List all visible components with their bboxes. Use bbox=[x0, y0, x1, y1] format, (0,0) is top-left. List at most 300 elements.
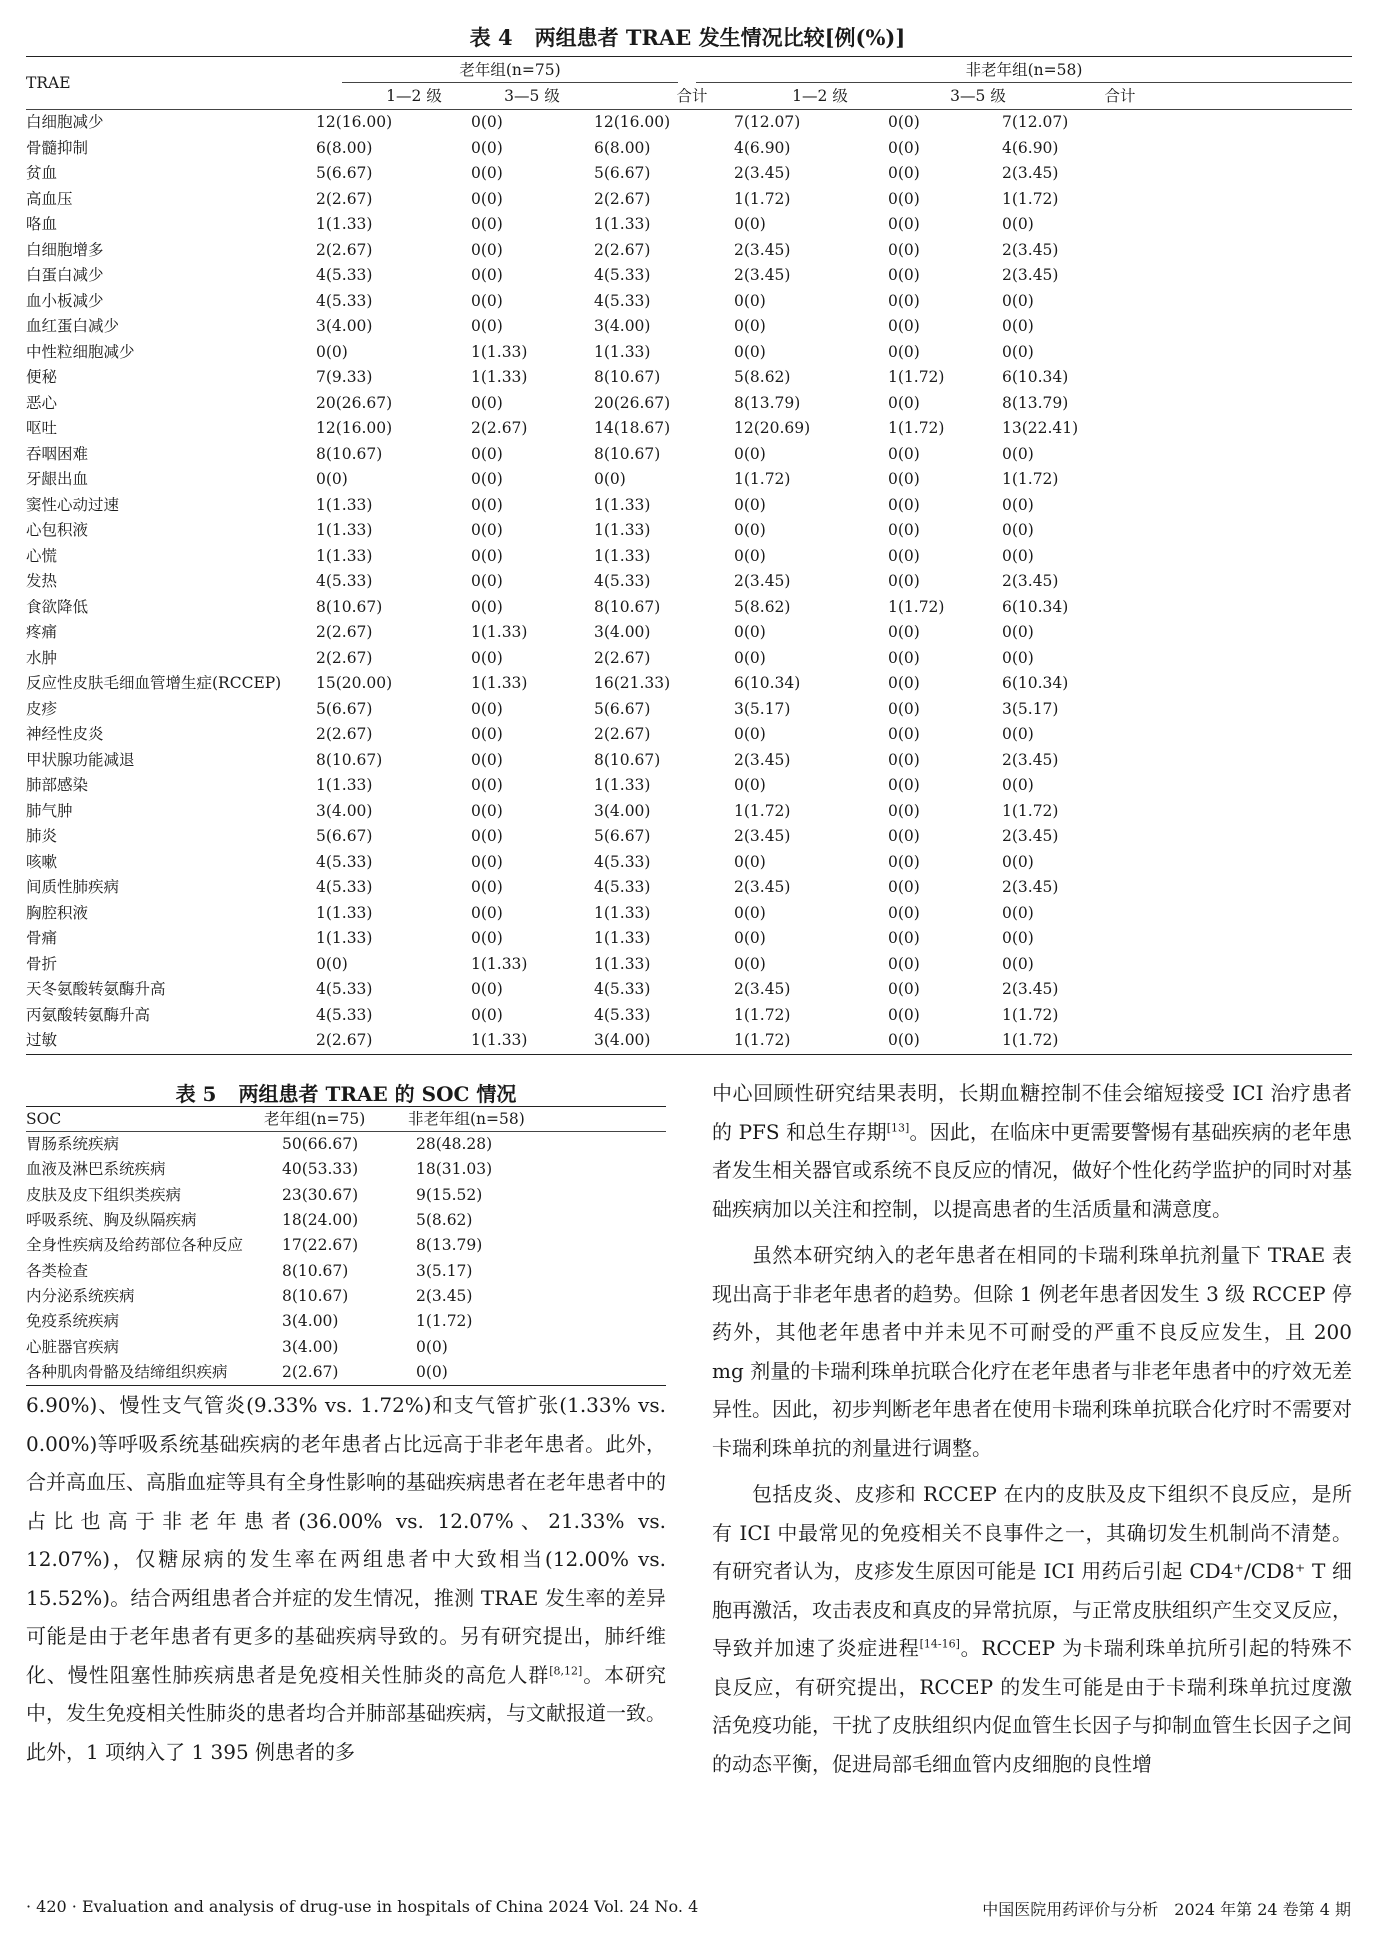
table-cell: 0(0) bbox=[888, 1005, 920, 1024]
table-row bbox=[26, 110, 1352, 136]
table-row bbox=[26, 1309, 666, 1334]
table-cell: 0(0) bbox=[471, 572, 503, 590]
table-cell: 0(0) bbox=[734, 521, 766, 539]
table-cell: 0(0) bbox=[1002, 215, 1034, 233]
table-cell: 3(5.17) bbox=[416, 1261, 473, 1280]
table-cell: 2(3.45) bbox=[1002, 240, 1059, 259]
table-cell: 2(2.67) bbox=[594, 648, 651, 667]
row-label: 食欲降低 bbox=[26, 597, 89, 616]
table-cell: 2(3.45) bbox=[734, 240, 791, 259]
table-cell: 12(20.69) bbox=[734, 419, 811, 437]
table-row bbox=[26, 391, 1352, 417]
table-cell: 13(22.41) bbox=[1002, 419, 1079, 437]
table-cell: 1(1.33) bbox=[471, 623, 528, 641]
table-cell: 1(1.72) bbox=[1002, 1005, 1059, 1024]
footer-left: · 420 · Evaluation and analysis of drug-use in hospitals of China 2024 Vol. 24 No. 4 bbox=[26, 1897, 699, 1916]
row-label: 内分泌系统疾病 bbox=[26, 1286, 135, 1305]
table-cell: 0(0) bbox=[1002, 852, 1034, 871]
row-label: 甲状腺功能减退 bbox=[26, 750, 135, 769]
table-cell: 3(4.00) bbox=[594, 623, 651, 641]
row-label: 咯血 bbox=[26, 215, 58, 233]
table-cell: 0(0) bbox=[1002, 954, 1034, 973]
table-row bbox=[26, 314, 1352, 340]
table-cell: 16(21.33) bbox=[594, 674, 671, 692]
table4-subheaders bbox=[26, 83, 1352, 109]
table-cell: 1(1.33) bbox=[594, 546, 651, 565]
table-cell: 3(5.17) bbox=[1002, 699, 1059, 718]
table-cell: 1(1.72) bbox=[1002, 470, 1059, 488]
table-row bbox=[26, 340, 1352, 366]
table-row bbox=[26, 620, 1352, 646]
table-cell: 0(0) bbox=[888, 852, 920, 871]
table-cell: 2(3.45) bbox=[734, 878, 791, 896]
table-cell: 1(1.33) bbox=[316, 929, 373, 947]
row-label: 过敏 bbox=[26, 1031, 58, 1049]
table-cell: 0(0) bbox=[1002, 317, 1034, 335]
table-cell: 1(1.33) bbox=[471, 1031, 528, 1049]
citation: [8,12] bbox=[549, 1663, 583, 1677]
table-row bbox=[26, 238, 1352, 264]
table-cell: 0(0) bbox=[471, 291, 503, 310]
row-label: 吞咽困难 bbox=[26, 444, 89, 463]
table-cell: 1(1.33) bbox=[594, 903, 651, 922]
table-cell: 0(0) bbox=[1002, 929, 1034, 947]
citation: [14-16] bbox=[919, 1637, 960, 1651]
table-cell: 0(0) bbox=[888, 725, 920, 743]
table-cell: 3(4.00) bbox=[594, 317, 651, 335]
table-cell: 0(0) bbox=[888, 495, 920, 514]
table-cell: 0(0) bbox=[471, 393, 503, 412]
table-cell: 0(0) bbox=[416, 1337, 448, 1356]
table-cell: 0(0) bbox=[1002, 444, 1034, 463]
row-label: 血小板减少 bbox=[26, 291, 104, 310]
table-cell: 0(0) bbox=[471, 648, 503, 667]
table-cell: 0(0) bbox=[1002, 521, 1034, 539]
table-cell: 8(10.67) bbox=[594, 368, 661, 386]
left-paragraph bbox=[26, 1386, 666, 1771]
row-label: 恶心 bbox=[26, 393, 58, 412]
table-cell: 6(8.00) bbox=[316, 138, 373, 157]
row-label: 各种肌肉骨骼及结缔组织疾病 bbox=[26, 1362, 228, 1381]
table-cell: 1(1.33) bbox=[316, 215, 373, 233]
table-cell: 2(3.45) bbox=[1002, 750, 1059, 769]
table-cell: 8(13.79) bbox=[734, 393, 801, 412]
table-cell: 0(0) bbox=[888, 954, 920, 973]
left-text-part1: 6.90%)、慢性支气管炎(9.33% vs. 1.72%)和支气管扩张(1.33% vs. 0.00%)等呼吸系统基础疾病的老年患者占比远高于非老年患者。此外，合并高血压、高脂血症等具有全身性影响的基础疾病患者在老年患者中的占比也高于非老年患者(36.00% vs. 12.07%、21.33% vs. 12.07%)，仅糖尿病的发生率在两组患者中大致相当(12.00% vs. 15.52%)。结合两组患者合并症的发生情况，推测 TRAE 发生率的差异可能是由于老年患者有更多的基础疾病导致的。另有研究提出，肺纤维化、慢性阻塞性肺疾病患者是免疫相关性肺炎的高危人群 bbox=[26, 1393, 666, 1687]
table-cell: 0(0) bbox=[734, 852, 766, 871]
row-label: 胃肠系统疾病 bbox=[26, 1135, 120, 1154]
table-cell: 3(4.00) bbox=[282, 1337, 339, 1356]
table-cell: 0(0) bbox=[888, 750, 920, 769]
table-row bbox=[26, 416, 1352, 442]
right-text-p1-part2: 。因此，在临床中更需要警惕有基础疾病的老年患者发生相关器官或系统不良反应的情况，做好个性化药学监护的同时对基础疾病加以关注和控制，以提高患者的生活质量和满意度。 bbox=[712, 1119, 1353, 1221]
table-cell: 14(18.67) bbox=[594, 419, 671, 437]
table-row bbox=[26, 544, 1352, 570]
table-cell: 2(2.67) bbox=[471, 419, 528, 437]
table4-bottom-rule bbox=[26, 1054, 1352, 1055]
table-cell: 3(4.00) bbox=[594, 801, 651, 820]
table5-number: 表 5 bbox=[175, 1082, 217, 1106]
table-cell: 0(0) bbox=[888, 113, 920, 131]
table-row bbox=[26, 824, 1352, 850]
table-cell: 7(12.07) bbox=[1002, 113, 1069, 131]
table-cell: 0(0) bbox=[471, 699, 503, 718]
table-cell: 0(0) bbox=[734, 903, 766, 922]
table-cell: 0(0) bbox=[888, 215, 920, 233]
table-cell: 1(1.33) bbox=[594, 954, 651, 973]
table-cell: 0(0) bbox=[734, 546, 766, 565]
table-cell: 0(0) bbox=[888, 674, 920, 692]
table-cell: 20(26.67) bbox=[594, 393, 671, 412]
row-label: 心慌 bbox=[26, 546, 58, 565]
table-cell: 0(0) bbox=[471, 980, 503, 998]
table-cell: 5(8.62) bbox=[416, 1211, 473, 1230]
table-cell: 2(3.45) bbox=[734, 750, 791, 769]
table-cell: 0(0) bbox=[1002, 648, 1034, 667]
row-label: 心包积液 bbox=[26, 521, 89, 539]
row-label: 神经性皮炎 bbox=[26, 725, 104, 743]
table-cell: 2(3.45) bbox=[1002, 266, 1059, 284]
table4-subheader: 1—2 级 bbox=[792, 87, 848, 105]
table-cell: 5(8.62) bbox=[734, 597, 791, 616]
table-cell: 0(0) bbox=[888, 903, 920, 922]
row-label: 呕吐 bbox=[26, 419, 58, 437]
table-row bbox=[26, 595, 1352, 621]
row-label: 发热 bbox=[26, 572, 58, 590]
table-cell: 4(6.90) bbox=[1002, 138, 1059, 157]
table-cell: 0(0) bbox=[734, 776, 766, 794]
table-cell: 8(10.67) bbox=[316, 444, 383, 463]
table-cell: 1(1.33) bbox=[316, 521, 373, 539]
row-label: 肺炎 bbox=[26, 827, 58, 845]
table-row bbox=[26, 875, 1352, 901]
table-cell: 2(3.45) bbox=[1002, 572, 1059, 590]
table-cell: 5(8.62) bbox=[734, 368, 791, 386]
table-cell: 40(53.33) bbox=[282, 1160, 359, 1179]
table-cell: 0(0) bbox=[471, 827, 503, 845]
table-row bbox=[26, 1028, 1352, 1054]
table5-header-cell: SOC bbox=[26, 1109, 62, 1128]
table-cell: 2(2.67) bbox=[282, 1362, 339, 1381]
table-cell: 0(0) bbox=[471, 521, 503, 539]
table-row bbox=[26, 569, 1352, 595]
table-cell: 1(1.72) bbox=[888, 419, 945, 437]
table-cell: 0(0) bbox=[888, 189, 920, 208]
table-cell: 0(0) bbox=[471, 750, 503, 769]
row-label: 皮肤及皮下组织类疾病 bbox=[26, 1185, 182, 1204]
table-cell: 0(0) bbox=[734, 929, 766, 947]
table-cell: 1(1.72) bbox=[734, 801, 791, 820]
table-cell: 1(1.33) bbox=[594, 929, 651, 947]
table-cell: 8(10.67) bbox=[594, 597, 661, 616]
row-label: 疼痛 bbox=[26, 623, 58, 641]
table-row bbox=[26, 1284, 666, 1309]
table-cell: 4(5.33) bbox=[594, 572, 651, 590]
table-cell: 3(5.17) bbox=[734, 699, 791, 718]
table-row bbox=[26, 748, 1352, 774]
table-cell: 6(10.34) bbox=[734, 674, 801, 692]
table5-header-cell: 非老年组(n=58) bbox=[408, 1109, 525, 1128]
row-label: 中性粒细胞减少 bbox=[26, 342, 135, 361]
table-cell: 23(30.67) bbox=[282, 1185, 359, 1204]
table-cell: 2(3.45) bbox=[734, 980, 791, 998]
table-cell: 4(5.33) bbox=[316, 1005, 373, 1024]
table-cell: 0(0) bbox=[888, 393, 920, 412]
table-cell: 0(0) bbox=[888, 240, 920, 259]
table-cell: 4(5.33) bbox=[594, 266, 651, 284]
table-row bbox=[26, 646, 1352, 672]
table-cell: 15(20.00) bbox=[316, 674, 393, 692]
right-column-text bbox=[712, 1074, 1352, 1783]
table-cell: 0(0) bbox=[471, 113, 503, 131]
table-cell: 6(10.34) bbox=[1002, 674, 1069, 692]
table-cell: 0(0) bbox=[1002, 725, 1034, 743]
table-cell: 1(1.33) bbox=[471, 954, 528, 973]
table-cell: 0(0) bbox=[1002, 903, 1034, 922]
right-text-p3-part2: 。RCCEP 为卡瑞利珠单抗所引起的特殊不良反应，有研究提出，RCCEP 的发生可能是由于卡瑞利珠单抗过度激活免疫功能，干扰了皮肤组织内促血管生长因子与抑制血管生长因子之间的动态平衡，促进局部毛细血管内皮细胞的良性增 bbox=[712, 1636, 1353, 1776]
table-cell: 0(0) bbox=[734, 495, 766, 514]
table-cell: 2(2.67) bbox=[316, 240, 373, 259]
table-cell: 1(1.72) bbox=[888, 368, 945, 386]
table-cell: 2(2.67) bbox=[316, 648, 373, 667]
table-cell: 0(0) bbox=[888, 699, 920, 718]
table-cell: 0(0) bbox=[888, 342, 920, 361]
table-cell: 4(5.33) bbox=[316, 266, 373, 284]
table-cell: 2(3.45) bbox=[734, 827, 791, 845]
right-paragraph-3 bbox=[712, 1475, 1352, 1783]
table-row bbox=[26, 671, 1352, 697]
table-cell: 8(13.79) bbox=[416, 1236, 483, 1255]
table5-header-cell: 老年组(n=75) bbox=[264, 1109, 366, 1128]
row-label: 天冬氨酸转氨酶升高 bbox=[26, 980, 166, 998]
table-cell: 0(0) bbox=[471, 878, 503, 896]
table-cell: 4(5.33) bbox=[316, 980, 373, 998]
row-label: 胸腔积液 bbox=[26, 903, 89, 922]
right-text-p1-part1: 中心回顾性研究结果表明，长期血糖控制不佳会缩短接受 ICI 治疗患者的 PFS 和总生存期 bbox=[712, 1081, 1352, 1144]
table-cell: 0(0) bbox=[888, 827, 920, 845]
table-row bbox=[26, 773, 1352, 799]
table-cell: 1(1.72) bbox=[1002, 1031, 1059, 1049]
table-row bbox=[26, 1233, 666, 1258]
table-cell: 1(1.33) bbox=[594, 521, 651, 539]
table-row bbox=[26, 1208, 666, 1233]
table-cell: 3(4.00) bbox=[316, 801, 373, 820]
left-column-text bbox=[26, 1386, 666, 1771]
table-cell: 0(0) bbox=[888, 1031, 920, 1049]
table-row bbox=[26, 212, 1352, 238]
table-cell: 2(3.45) bbox=[1002, 980, 1059, 998]
table-cell: 5(6.67) bbox=[594, 699, 651, 718]
table-cell: 8(10.67) bbox=[316, 597, 383, 616]
table-cell: 0(0) bbox=[471, 597, 503, 616]
table-row bbox=[26, 850, 1352, 876]
table-cell: 0(0) bbox=[471, 138, 503, 157]
row-label: 窦性心动过速 bbox=[26, 495, 120, 514]
table-cell: 8(10.67) bbox=[282, 1261, 349, 1280]
table-cell: 4(5.33) bbox=[316, 852, 373, 871]
table-cell: 0(0) bbox=[888, 291, 920, 310]
table-cell: 0(0) bbox=[888, 164, 920, 182]
table-cell: 1(1.72) bbox=[734, 1005, 791, 1024]
table-row bbox=[26, 697, 1352, 723]
right-paragraph-1 bbox=[712, 1074, 1352, 1228]
table-row bbox=[26, 1360, 666, 1385]
table-cell: 0(0) bbox=[316, 954, 348, 973]
table4-subheader: 合计 bbox=[676, 87, 708, 105]
table-cell: 0(0) bbox=[888, 878, 920, 896]
table-cell: 2(3.45) bbox=[734, 164, 791, 182]
table-cell: 1(1.72) bbox=[888, 597, 945, 616]
table-row bbox=[26, 722, 1352, 748]
table-cell: 2(2.67) bbox=[316, 725, 373, 743]
table-cell: 0(0) bbox=[471, 1005, 503, 1024]
table4 bbox=[26, 56, 1352, 1055]
table-row bbox=[26, 289, 1352, 315]
table-cell: 0(0) bbox=[888, 138, 920, 157]
table-cell: 0(0) bbox=[471, 546, 503, 565]
table-cell: 1(1.33) bbox=[471, 368, 528, 386]
table-row bbox=[26, 518, 1352, 544]
row-label: 呼吸系统、胸及纵隔疾病 bbox=[26, 1211, 197, 1230]
table-row bbox=[26, 1258, 666, 1283]
row-label: 白蛋白减少 bbox=[26, 266, 104, 284]
table-cell: 5(6.67) bbox=[594, 827, 651, 845]
table-cell: 0(0) bbox=[471, 444, 503, 463]
table-cell: 0(0) bbox=[1002, 342, 1034, 361]
table-cell: 0(0) bbox=[1002, 623, 1034, 641]
row-label: 反应性皮肤毛细血管增生症(RCCEP) bbox=[26, 674, 282, 692]
table-row bbox=[26, 977, 1352, 1003]
right-paragraph-2: 虽然本研究纳入的老年患者在相同的卡瑞利珠单抗剂量下 TRAE 表现出高于非老年患者的趋势。但除 1 例老年患者因发生 3 级 RCCEP 停药外，其他老年患者中并未见不可耐受的严重不良反应发生，且 200 mg 剂量的卡瑞利珠单抗联合化疗在老年患者与非老年患者中的疗效无差异性。因此，初步判断老年患者在使用卡瑞利珠单抗联合化疗时不需要对卡瑞利珠单抗的剂量进行调整。 bbox=[712, 1243, 1352, 1460]
table-cell: 0(0) bbox=[734, 291, 766, 310]
table-cell: 0(0) bbox=[888, 572, 920, 590]
table-cell: 0(0) bbox=[734, 954, 766, 973]
table-cell: 8(10.67) bbox=[282, 1286, 349, 1305]
table-cell: 1(1.33) bbox=[471, 342, 528, 361]
table4-group-old: 老年组(n=75) bbox=[459, 61, 561, 79]
table4-subheader: 1—2 级 bbox=[386, 87, 442, 105]
table-cell: 12(16.00) bbox=[316, 419, 393, 437]
table-cell: 2(2.67) bbox=[594, 189, 651, 208]
table-cell: 0(0) bbox=[734, 648, 766, 667]
table-cell: 2(2.67) bbox=[316, 189, 373, 208]
table-cell: 1(1.72) bbox=[734, 1031, 791, 1049]
table-cell: 4(5.33) bbox=[316, 291, 373, 310]
table-cell: 0(0) bbox=[471, 903, 503, 922]
table-cell: 0(0) bbox=[1002, 495, 1034, 514]
row-label: 血红蛋白减少 bbox=[26, 317, 120, 335]
table-cell: 8(10.67) bbox=[594, 444, 661, 463]
table-cell: 2(3.45) bbox=[734, 572, 791, 590]
table-cell: 6(8.00) bbox=[594, 138, 651, 157]
table-cell: 2(3.45) bbox=[1002, 878, 1059, 896]
row-label: 骨折 bbox=[26, 954, 58, 973]
table-cell: 18(31.03) bbox=[416, 1160, 493, 1179]
table-row bbox=[26, 493, 1352, 519]
row-label: 贫血 bbox=[26, 164, 58, 182]
table-row bbox=[26, 1334, 666, 1359]
table-cell: 4(5.33) bbox=[594, 878, 651, 896]
table-cell: 0(0) bbox=[888, 266, 920, 284]
table-cell: 5(6.67) bbox=[594, 164, 651, 182]
row-label: 肺部感染 bbox=[26, 776, 89, 794]
table-row bbox=[26, 365, 1352, 391]
table-cell: 0(0) bbox=[888, 776, 920, 794]
table-cell: 1(1.33) bbox=[316, 495, 373, 514]
table-row bbox=[26, 1183, 666, 1208]
table4-subheader: 3—5 级 bbox=[950, 87, 1006, 105]
table-row bbox=[26, 952, 1352, 978]
table-cell: 4(5.33) bbox=[594, 980, 651, 998]
table-cell: 0(0) bbox=[1002, 546, 1034, 565]
table-cell: 3(4.00) bbox=[282, 1312, 339, 1331]
row-label: 心脏器官疾病 bbox=[26, 1337, 120, 1356]
table-cell: 1(1.33) bbox=[316, 903, 373, 922]
table-cell: 2(3.45) bbox=[1002, 164, 1059, 182]
row-label: 咳嗽 bbox=[26, 852, 58, 871]
table5-header bbox=[26, 1107, 666, 1131]
table-cell: 0(0) bbox=[734, 342, 766, 361]
table-row bbox=[26, 926, 1352, 952]
table-cell: 8(13.79) bbox=[1002, 393, 1069, 412]
table-cell: 5(6.67) bbox=[316, 164, 373, 182]
table-cell: 1(1.33) bbox=[594, 776, 651, 794]
table-cell: 0(0) bbox=[734, 215, 766, 233]
table-cell: 2(2.67) bbox=[594, 240, 651, 259]
table-cell: 3(4.00) bbox=[316, 317, 373, 335]
table-cell: 28(48.28) bbox=[416, 1135, 493, 1154]
table-cell: 2(3.45) bbox=[734, 266, 791, 284]
table-cell: 2(2.67) bbox=[316, 1031, 373, 1049]
table-row bbox=[26, 799, 1352, 825]
table-cell: 1(1.33) bbox=[594, 215, 651, 233]
table-cell: 0(0) bbox=[316, 342, 348, 361]
table-row bbox=[26, 1003, 1352, 1029]
table-cell: 0(0) bbox=[471, 240, 503, 259]
table-cell: 1(1.72) bbox=[734, 189, 791, 208]
row-label: 间质性肺疾病 bbox=[26, 878, 120, 896]
table-cell: 1(1.72) bbox=[734, 470, 791, 488]
table-cell: 0(0) bbox=[734, 444, 766, 463]
table-cell: 0(0) bbox=[888, 444, 920, 463]
table-cell: 0(0) bbox=[888, 929, 920, 947]
table-row bbox=[26, 1132, 666, 1157]
table-cell: 2(2.67) bbox=[594, 725, 651, 743]
table-cell: 50(66.67) bbox=[282, 1135, 359, 1154]
table4-row-header: TRAE bbox=[26, 74, 71, 92]
table-cell: 20(26.67) bbox=[316, 393, 393, 412]
table-cell: 1(1.33) bbox=[316, 776, 373, 794]
table-cell: 8(10.67) bbox=[594, 750, 661, 769]
table-cell: 0(0) bbox=[316, 470, 348, 488]
table-cell: 0(0) bbox=[888, 980, 920, 998]
table-cell: 1(1.33) bbox=[594, 342, 651, 361]
row-label: 肺气肿 bbox=[26, 801, 73, 820]
table-cell: 2(3.45) bbox=[416, 1286, 473, 1305]
row-label: 水肿 bbox=[26, 648, 58, 667]
right-text-p3-part1: 包括皮炎、皮疹和 RCCEP 在内的皮肤及皮下组织不良反应，是所有 ICI 中最常见的免疫相关不良事件之一，其确切发生机制尚不清楚。有研究者认为，皮疹发生原因可能是 ICI 用药后引起 CD4⁺/CD8⁺ T 细胞再激活，攻击表皮和真皮的异常抗原，与正常皮肤组织产生交叉反应，导致并加速了炎症进程 bbox=[712, 1482, 1352, 1660]
row-label: 骨髓抑制 bbox=[26, 138, 89, 157]
table-cell: 0(0) bbox=[471, 470, 503, 488]
table4-group-young: 非老年组(n=58) bbox=[965, 61, 1083, 79]
row-label: 丙氨酸转氨酶升高 bbox=[26, 1005, 151, 1024]
table-cell: 0(0) bbox=[471, 852, 503, 871]
table5 bbox=[26, 1106, 666, 1386]
table-cell: 1(1.72) bbox=[1002, 801, 1059, 820]
table-cell: 0(0) bbox=[471, 266, 503, 284]
row-label: 血液及淋巴系统疾病 bbox=[26, 1160, 166, 1179]
table-cell: 0(0) bbox=[471, 929, 503, 947]
